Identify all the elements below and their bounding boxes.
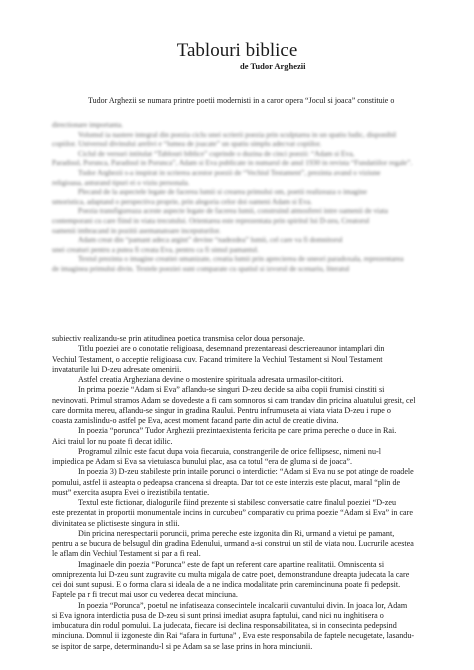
paragraph-line: Astfel creatia Arghezianа devine o mostenire spirituala adresata urmasilor-cititori. <box>78 375 344 384</box>
blurred-line: umoristica, adaptand o perspectiva proprie, prin alegoria celor doi oameni Adam si Eva. <box>52 196 313 206</box>
paragraph-line: nevinovati. Primul stramos Adam se dovedeste a fi cam somnoros si cam trandav din pricina aluatului gresit, cel <box>52 395 416 405</box>
paragraph-line: divinitatea se plictiseste singura in stlii. <box>52 518 180 528</box>
blurred-line: Poezia transfigureaza aceste aspecte legate de facerea lumii, construind atmosferei intre oamenii de viata <box>78 206 388 216</box>
paragraph-line: invataturile lui D-zeu adresate omenirii. <box>52 364 182 374</box>
paragraph-line: In poezia “porunca” Tudor Arghezii prezintaexistenta fericita pe care prima pereche o duce in Rai. <box>78 426 397 436</box>
paragraph-line: si Eva ignora interdictia pusa de D-zeu si sunt prinsi imediat asupra faptului, cand nici nu inghitisera o <box>52 610 384 620</box>
blurred-line: Plecand de la aspectele legate de facerea lumii si crearea primului om, poetii realizeaza o imagine <box>78 187 367 197</box>
paragraph-line: impiedica pe Adam si Eva sa vietuiasca bunului plac, asa ca totul “era de gluma si de joaca”. <box>52 457 353 466</box>
paragraph-line: Vechiul Testament, o acceptie religioasa cuv. Facand trimitere la Vechiul Testament si Noul Testament <box>52 354 383 364</box>
blurred-line: copiilor. Universul divinului arelivi e “lumea de joacate” un spatiu simplu adecvat copiilor. <box>52 139 322 149</box>
paragraph-line: In poezia “Porunca”, poetul ne infatiseaza consecintele incalcarii cuvantului divin. In joaca lor, Adam <box>78 600 408 610</box>
paragraph-line: In prima poezie “Adam si Eva” aflandu-se singuri D-zeu decide sa aiba copii frumisi cinstiti si <box>78 385 385 395</box>
paragraph-line: Titlu poeziei are o conotatie religioasa, desemnand prezentareasi descriereaunor intamplari din <box>78 344 385 354</box>
paragraph-line: minciuna. Domnul ii izgoneste din Rai “afara in furtuna” , Eva este responsabila de faptele necugetate, lasandu- <box>52 631 415 641</box>
blurred-line: de imaginea primului divin. Textele poeziei sunt comparate cu spatiul si izvorul de scenariu, literatul <box>52 263 350 273</box>
document-author: de Tudor Arghezii <box>240 61 306 71</box>
blurred-line: Adam creat din “pamant adeca argint” devine “nadezdea” lumii, cel care va fi domnitorul <box>78 235 343 245</box>
paragraph-line: must” exercita asupra Evei o irezistibila tentatie. <box>52 487 210 497</box>
paragraph-line: le aflam din Vechiul Testament si par a fi real. <box>52 549 201 559</box>
paragraph-line: imbucatura din rodul pomului. La judecata, fiecare isi declina responsabilitatea, si in consecinta pedepsind <box>52 621 397 630</box>
paragraph-line: pentru a se bucura de belsugul din gradina Edenului, urmand a-si construi un stil de viata nou. Lucrurile acestea <box>52 539 414 548</box>
paragraph-line: Din pricina nerespectarii poruncii, prima pereche este izgonita din Ri, urmand a vietui pe pamant, <box>78 528 395 538</box>
paragraph-line: omniprezenta lui D-zeu sunt zugravite cu multa migala de catre poet, demonstrandune dreapta judecata la care <box>52 569 410 579</box>
paragraph-line: coasta zamislindu-o astfel pe Eva, acest moment facand parte din actul de creatie divina. <box>52 416 339 425</box>
document-body <box>52 334 432 652</box>
blurred-line: oamenii imbracand in pozitii asemanatoare inceputurilor. <box>52 225 221 235</box>
blurred-line: contemporani cu care fiind in viata trecutului. Orientarea este reprezentata prin spiritul lui D-zeu, Creatorul <box>52 215 370 225</box>
blurred-line: Paradisul, Porunca, Paradisul in Porunca”, Adam si Eva publicate in numarul de anul 1930 in revista “Fundatiilor regale”. <box>52 158 413 168</box>
paragraph-line: este prezentat in proportii monumentale incins in curcubeu” comparativ cu prima poezie “Adam si Eva” in care <box>52 508 413 518</box>
blurred-line: directionare importanta. <box>52 120 124 129</box>
document-title: Tablouri biblice <box>176 40 298 61</box>
blurred-line: religioasa, anturand tipuri ei o viziu personala. <box>52 177 190 187</box>
blurred-line: unei creaturi pentru a putea fi creata Eva, pentru ca fi simul pamantul. <box>52 244 259 254</box>
paragraph-line: In poezia 3) D-zeu stabileste prin intaile porunci o interdictie: “Adam si Eva nu se pot atinge de roadele <box>78 467 414 477</box>
intro-second-line: subiectiv realizandu-se prin atitudinea poetica transmisa celor doua personaje. <box>52 334 305 343</box>
paragraph-line: Aici traiul lor nu poate fi decat idilic. <box>52 436 173 446</box>
paragraph-line: pomului, astfel ii asteapta o pedeapsa crancena si dreapta. Dar tot ce este interzis este placut, maral “plin de <box>52 477 401 487</box>
paragraph-line: Imaginaele din poezia “Porunca” este de fapt un referent care apartine realitatii. Omniscenta si <box>78 559 385 569</box>
paragraph-line: Textul este fictionar, dialogurile fiind prezente si stabilesc conversatie catre finalul poeziei “D-zeu <box>78 498 396 507</box>
blurred-line: Tudor Arghezii s-a inspirat in scrierea acestor poezii de “Vechiul Testament”, prezinta avand o viziune <box>78 167 381 177</box>
intro-first-line: Tudor Arghezii se numara printre poetii modernisti in a caror opera “Jocul si joaca” constituie o <box>88 96 395 105</box>
blurred-preview-block <box>52 120 432 274</box>
blurred-line: Ciclul de versuri intitulat “Tablouri biblice” cuprinde o duzina de cinci poezii: “Adam si Eva, <box>78 148 355 158</box>
blurred-line: Volumul ia nastere integral din poezia ciclu unei scrierii poezia prin sculptarea in un spatiu ludic, disponibil <box>78 129 397 139</box>
blurred-line: Textul prezinta o imagine creatiei umanizate, creatia lumii prin aprecierea de uneori paradoxala, reprezentarea <box>78 254 404 264</box>
paragraph-line: se ispitor de sarpe, determinandu-l si pe Adam sa se lase prins in hora minciunii. <box>52 641 313 651</box>
paragraph-line: Faptele pa r fi trecut mai usor cu vederea decat minciuna. <box>52 590 238 600</box>
paragraph-line: cei doi sunt supusi. E o forma clara si ideala de a ne indica modalitate prin caremincinuna poate fi pedepsit. <box>52 580 401 589</box>
paragraph-line: Programul zilnic este facut dupa voia fiecaruia, constrangerile de orice fellipsesc, nimeni nu-l <box>78 446 381 456</box>
paragraph-line: care dormita mereu, aflandu-se singur in gradina Raului. Pentru infrumuseta ai viata viata D-zeu i rupe o <box>52 405 391 415</box>
